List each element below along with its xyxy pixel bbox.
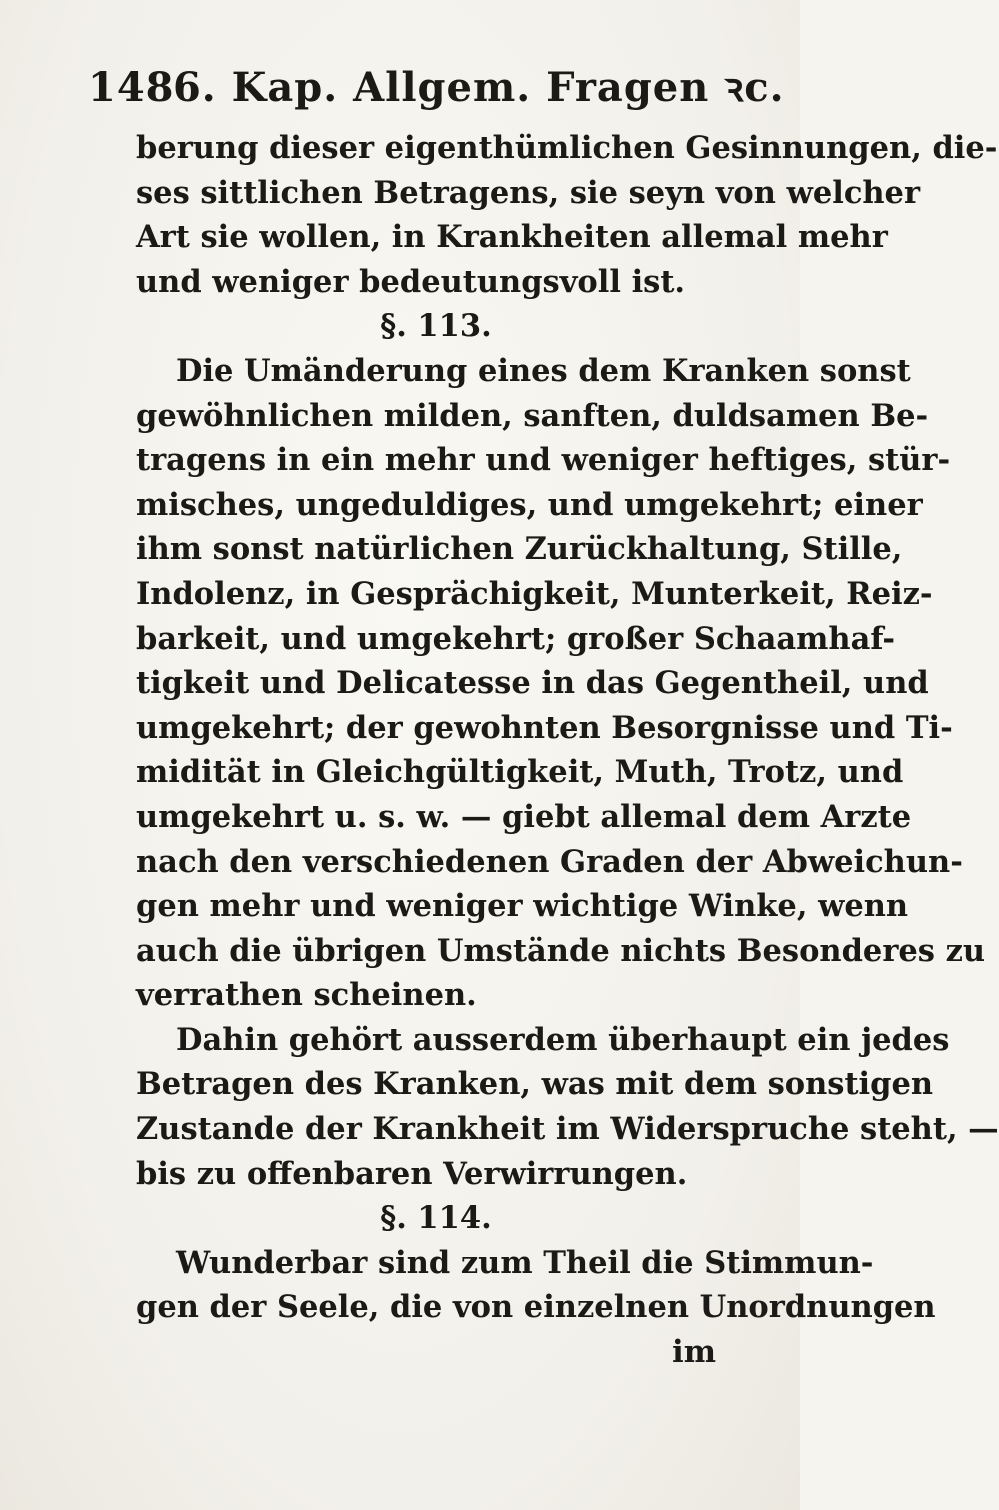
text-line: Die Umänderung eines dem Kranken sonst xyxy=(176,352,911,389)
body-text xyxy=(136,126,999,1375)
catchword: im xyxy=(672,1334,716,1371)
text-line: midität in Gleichgültigkeit, Muth, Trotz, und xyxy=(136,754,904,791)
text-line: Dahin gehört ausserdem überhaupt ein jedes xyxy=(176,1021,950,1058)
running-header xyxy=(88,58,785,111)
text-line: Betragen des Kranken, was mit dem sonstigen xyxy=(136,1066,934,1103)
text-line: tigkeit und Delicatesse in das Gegentheil, und xyxy=(136,665,929,702)
text-line: ses sittlichen Betragens, sie seyn von welcher xyxy=(136,174,921,211)
text-line: Indolenz, in Gesprächigkeit, Munterkeit, Reiz- xyxy=(136,575,933,612)
text-line: auch die übrigen Umstände nichts Besonderes zu xyxy=(136,932,986,969)
text-line: Zustande der Krankheit im Widerspruche steht, — xyxy=(136,1111,999,1148)
text-line: Wunderbar sind zum Theil die Stimmun- xyxy=(176,1244,874,1281)
text-line: umgekehrt u. s. w. — giebt allemal dem Arzte xyxy=(136,798,912,835)
page-number: 148 xyxy=(88,64,175,111)
text-line: tragens in ein mehr und weniger heftiges, stür- xyxy=(136,442,951,479)
text-line: Art sie wollen, in Krankheiten allemal mehr xyxy=(136,219,888,256)
text-line: und weniger bedeutungsvoll ist. xyxy=(136,263,686,300)
section-heading: §. 113. xyxy=(380,308,492,345)
text-line: bis zu offenbaren Verwirrungen. xyxy=(136,1155,688,1192)
text-line: verrathen scheinen. xyxy=(136,977,477,1014)
text-line: gen mehr und weniger wichtige Winke, wenn xyxy=(136,888,909,925)
text-line: barkeit, und umgekehrt; großer Schaamhaf- xyxy=(136,620,896,657)
text-line: gewöhnlichen milden, sanften, duldsamen Be- xyxy=(136,397,929,434)
text-line: ihm sonst natürlichen Zurückhaltung, Stille, xyxy=(136,531,903,568)
text-line: nach den verschiedenen Graden der Abweichun- xyxy=(136,843,963,880)
text-line: berung dieser eigenthümlichen Gesinnungen, die- xyxy=(136,130,998,166)
text-line: misches, ungeduldiges, und umgekehrt; einer xyxy=(136,486,923,523)
running-title: 6. Kap. Allgem. Fragen ꝛc. xyxy=(172,64,785,111)
text-line: umgekehrt; der gewohnten Besorgnisse und Ti- xyxy=(136,709,953,746)
text-line: gen der Seele, die von einzelnen Unordnungen xyxy=(136,1289,936,1326)
section-heading: §. 114. xyxy=(380,1200,492,1237)
